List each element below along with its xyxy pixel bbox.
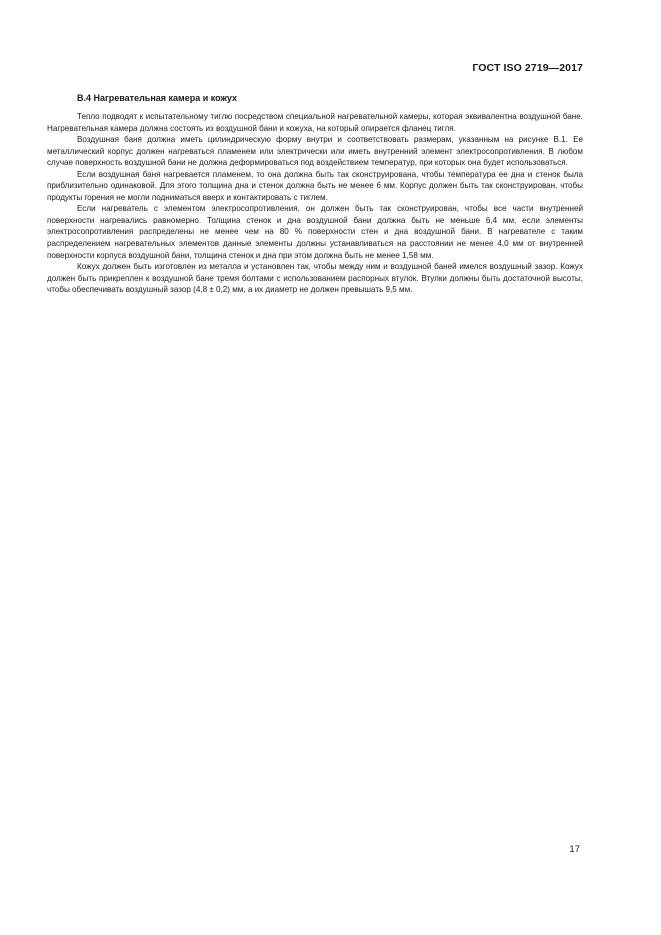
paragraph-casing: Кожух должен быть изготовлен из металла и установлен так, чтобы между ним и воздушной баней имелся воздушный зазор. Кожух должен быть прикреплен к воздушной бане тремя болтами с использованием распорных втулок. Втулки должны быть достаточной высоты, чтобы обеспечивать воздушный зазор (4,8 ± 0,2) мм, а их диаметр не должен превышать 9,5 мм.: [47, 262, 583, 295]
page-number: 17: [569, 844, 580, 855]
paragraph-heat-supply: Тепло подводят к испытательному тиглю посредством специальной нагревательной камеры, которая эквивалентна воздушной бане. Нагревательная камера должна состоять из воздушной бани и кожуха, на который опирается фланец тигля.: [47, 112, 583, 133]
document-code: ГОСТ ISO 2719—2017: [472, 62, 583, 74]
section-heading: В.4 Нагревательная камера и кожух: [77, 93, 238, 103]
paragraph-electric-heating: Если нагреватель с элементом электросопротивления, он должен быть так сконструирован, чтобы все части внутренней поверхности нагревались равномерно. Толщина стенок и дна воздушной бани должна быть не меньше 6,4 мм, если элементы электросопротивления распределены не менее чем на 80 % поверхности стен и дна воздушной бани. В нагревателе с таким распределением нагревательных элементов данные элементы должны устанавливаться на расстоянии не менее 4,0 мм от внутренней поверхности корпуса воздушной бани, толщина стенок и дна при этом должна быть не менее 1,58 мм.: [47, 204, 583, 260]
paragraph-flame-heating: Если воздушная баня нагревается пламенем, то она должна быть так сконструирована, чтобы температура ее дна и стенок была приблизительно одинаковой. Для этого толщина дна и стенок должна быть не менее 6 мм. Корпус должен быть так сконструирован, чтобы продукты горения не могли подниматься вверх и контактировать с тиглем.: [47, 169, 583, 202]
section-body: [47, 111, 583, 296]
paragraph-air-bath-shape: Воздушная баня должна иметь цилиндрическую форму внутри и соответствовать размерам, указанным на рисунке В.1. Ее металлический корпус должен нагреваться пламенем или электрически или иметь внутренний элемент электросопротивления. В любом случае поверхность воздушной бани не должна деформироваться под воздействием температур, при которых она будет использоваться.: [47, 135, 583, 168]
